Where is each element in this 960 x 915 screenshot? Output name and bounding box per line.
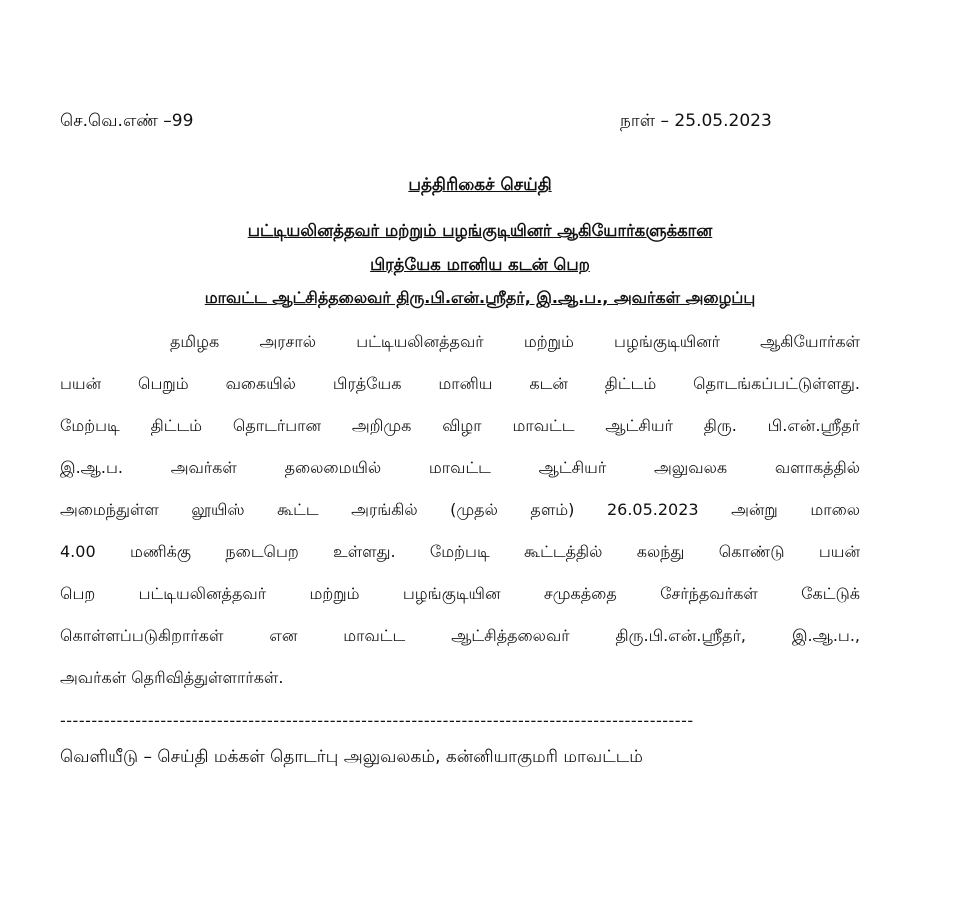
body-line: மேற்படி திட்டம் தொடர்பான அறிமுக விழா மாவட்ட ஆட்சியர் திரு. பி.என்.ஸ்ரீதர் xyxy=(60,416,860,435)
body-line: பயன் பெறும் வகையில் பிரத்யேக மானிய கடன் திட்டம் தொடங்கப்பட்டுள்ளது. xyxy=(60,374,860,393)
body-line: தமிழக அரசால் பட்டியலினத்தவர் மற்றும் பழங்குடியினர் ஆகியோர்கள் xyxy=(170,332,860,351)
body-line: 4.00 மணிக்கு நடைபெற உள்ளது. மேற்படி கூட்டத்தில் கலந்து கொண்டு பயன் xyxy=(60,542,860,561)
body-line: அவர்கள் தெரிவித்துள்ளார்கள். xyxy=(60,668,284,687)
subtitle-line-3: மாவட்ட ஆட்சித்தலைவர் திரு.பி.என்.ஸ்ரீதர், இ.ஆ.ப., அவர்கள் அழைப்பு xyxy=(204,288,756,307)
body-line: பெற பட்டியலினத்தவர் மற்றும் பழங்குடியின சமுகத்தை சேர்ந்தவர்கள் கேட்டுக் xyxy=(60,584,860,603)
subtitle-line-2: பிரத்யேக மானிய கடன் பெற xyxy=(370,255,590,274)
reference-number: செ.வெ.எண் –99 xyxy=(60,111,194,131)
footer-release-note: வெளியீடு – செய்தி மக்கள் தொடர்பு அலுவலகம், கன்னியாகுமரி மாவட்டம் xyxy=(60,747,643,767)
dashed-separator: ----------------------------------------------------------------------------------------------------- xyxy=(60,714,694,728)
subtitle-line-1: பட்டியலினத்தவர் மற்றும் பழங்குடியினர் ஆகியோர்களுக்கான xyxy=(247,221,713,240)
body-line: இ.ஆ.ப. அவர்கள் தலைமையில் மாவட்ட ஆட்சியர் அலுவலக வளாகத்தில் xyxy=(60,458,860,477)
page-title: பத்திரிகைச் செய்தி xyxy=(408,175,552,195)
release-date: நாள் – 25.05.2023 xyxy=(620,111,772,131)
body-line: அமைந்துள்ள லூயிஸ் கூட்ட அரங்கில் (முதல் தளம்) 26.05.2023 அன்று மாலை xyxy=(60,500,860,519)
body-line: கொள்ளப்படுகிறார்கள் என மாவட்ட ஆட்சித்தலைவர் திரு.பி.என்.ஸ்ரீதர், இ.ஆ.ப., xyxy=(60,626,860,645)
